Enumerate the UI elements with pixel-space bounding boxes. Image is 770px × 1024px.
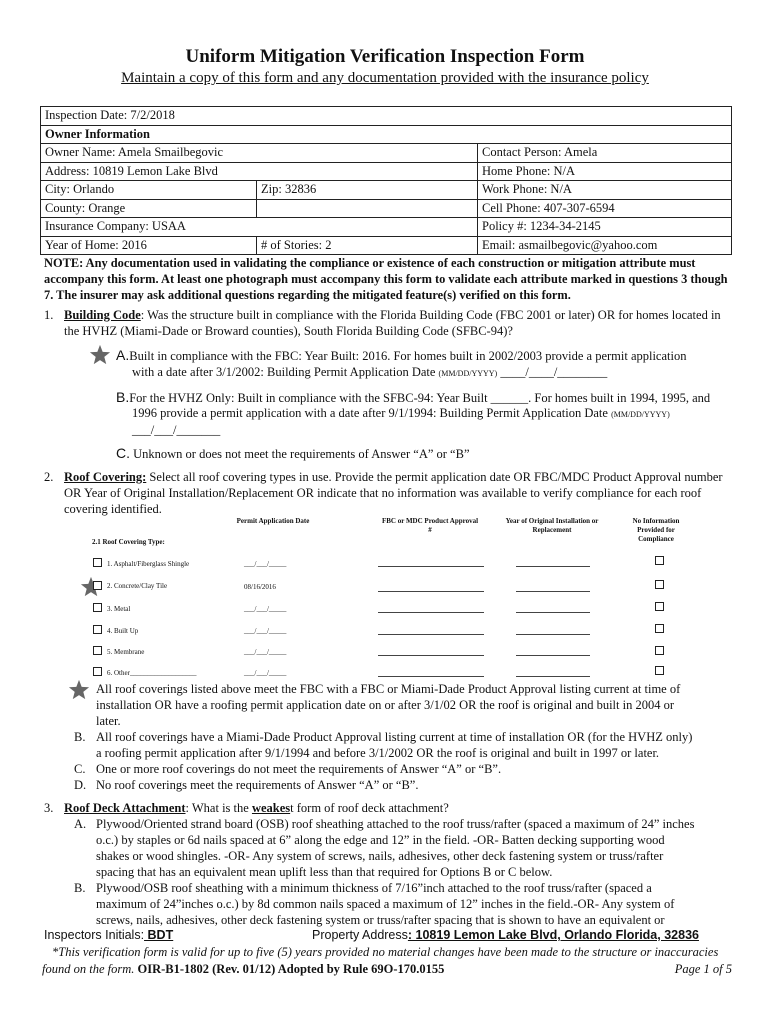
- roof-type-header: 2.1 Roof Covering Type:: [92, 538, 165, 546]
- q2-d-letter: D.: [74, 778, 87, 792]
- q2-text-line2: OR Year of Original Installation/Replacement OR indicate that no information was available to verify compliance for each roof: [64, 486, 702, 500]
- q2-b-line1[interactable]: All roof coverings have a Miami-Dade Product Approval listing current at time of installation OR (for the HVHZ only): [96, 730, 693, 744]
- note-paragraph: NOTE: Any documentation used in validating the compliance or existence of each construction or mitigation attribute must accompany this form. At least one photograph must accompany this form to validate each attribute marked in questions 3 though 7. The insurer may ask additional questions regarding the mitigated feature(s) verified on this form.: [44, 256, 728, 302]
- home-phone: Home Phone: N/A: [478, 162, 732, 181]
- page-number: Page 1 of 5: [674, 962, 732, 976]
- q2-b-line2: a roofing permit application after 9/1/1994 and before 3/1/2002 OR the roof is original and built in 1997 or later.: [96, 746, 660, 760]
- q1-a-line2-wrap: [132, 364, 607, 382]
- row6-label: 6. Other___________________: [107, 669, 197, 677]
- star-icon: [68, 679, 90, 701]
- row3-year-line[interactable]: [516, 612, 590, 613]
- q1-text1: : Was the structure built in compliance with the Florida Building Code (FBC 2001 or later) OR for homes located in: [140, 308, 721, 322]
- number-of-stories: # of Stories: 2: [257, 236, 478, 255]
- row4-noinfo-checkbox[interactable]: [655, 624, 664, 633]
- row6-year-line[interactable]: [516, 676, 590, 677]
- row3-fbc-line[interactable]: [378, 612, 484, 613]
- q3-label: Roof Deck Attachment: [64, 801, 186, 815]
- q1-a-letter: A.: [116, 347, 130, 363]
- q3-weakest-rest: t form of roof deck attachment?: [290, 801, 449, 815]
- email: Email: asmailbegovic@yahoo.com: [478, 236, 732, 255]
- q2-a-line1[interactable]: All roof coverings listed above meet the FBC with a FBC or Miami-Dade Product Approval listing current at time of: [96, 682, 681, 696]
- row1-label: 1. Asphalt/Fiberglass Shingle: [107, 560, 190, 568]
- q2-c-letter: C.: [74, 762, 86, 776]
- county: County: Orange: [41, 199, 257, 218]
- row1-checkbox[interactable]: [93, 558, 102, 567]
- owner-info-heading: Owner Information: [41, 125, 732, 144]
- empty-cell: [257, 199, 478, 218]
- row2-label: 2. Concrete/Clay Tile: [107, 582, 168, 590]
- q1-number: 1.: [44, 308, 54, 322]
- q1-text-line2: the HVHZ (Miami-Dade or Broward counties), South Florida Building Code (SFBC-94)?: [64, 324, 513, 338]
- q1-a-line1: Built in compliance with the FBC: Year Built: 2016. For homes built in 2002/2003 provide a permit application: [129, 349, 687, 363]
- q3-a-letter: A.: [74, 817, 87, 831]
- q1-option-a[interactable]: [116, 347, 686, 364]
- address: Address: 10819 Lemon Lake Blvd: [41, 162, 478, 181]
- q3-weakest-bold: weakes: [251, 801, 291, 815]
- property-address-wrap: [312, 928, 699, 942]
- row3-checkbox[interactable]: [93, 603, 102, 612]
- q1-c-letter: C.: [116, 445, 130, 461]
- q3-a-line3: shakes or wood shingles. -OR- Any system of screws, nails, adhesives, other deck fastening system or truss/rafter: [96, 849, 664, 863]
- q2-a-line3: later.: [96, 714, 121, 728]
- initials-label: Inspectors Initials:: [44, 928, 145, 942]
- q1-a-date-blank[interactable]: ____/____/________: [500, 365, 608, 379]
- col-fbc-approval: FBC or MDC Product Approval #: [381, 517, 479, 534]
- row1-year-line[interactable]: [516, 566, 590, 567]
- q3-b-letter: B.: [74, 881, 86, 895]
- row1-date[interactable]: ___/___/_____: [244, 560, 287, 568]
- contact-person: Contact Person: Amela: [478, 144, 732, 163]
- form-title: Uniform Mitigation Verification Inspection Form: [185, 46, 585, 67]
- row2-checkbox[interactable]: [93, 581, 102, 590]
- q1-a-line2: with a date after 3/1/2002: Building Permit Application Date: [132, 365, 436, 379]
- form-subtitle: Maintain a copy of this form and any documentation provided with the insurance policy: [121, 70, 649, 86]
- q3-a-line4: spacing that has an equivalent mean uplift less than that required for Options B or C below.: [96, 865, 553, 879]
- row4-label: 4. Built Up: [107, 627, 139, 635]
- row5-label: 5. Membrane: [107, 648, 145, 656]
- policy-number: Policy #: 1234-34-2145: [478, 218, 732, 237]
- insurance-company: Insurance Company: USAA: [41, 218, 478, 237]
- q2-label: Roof Covering:: [64, 470, 147, 484]
- owner-name: Owner Name: Amela Smailbegovic: [41, 144, 478, 163]
- year-of-home: Year of Home: 2016: [41, 236, 257, 255]
- q1-b-line2: 1996 provide a permit application with a date after 9/1/1994: Building Permit Application Date: [132, 406, 608, 420]
- q2-b-letter: B.: [74, 730, 86, 744]
- row6-checkbox[interactable]: [93, 667, 102, 676]
- q2-d-text[interactable]: No roof coverings meet the requirements of Answer “A” or “B”.: [96, 778, 419, 792]
- footer-disclaimer: [42, 944, 732, 978]
- col-no-information: No Information Provided for Compliance: [632, 517, 680, 543]
- row6-noinfo-checkbox[interactable]: [655, 666, 664, 675]
- q1-b-date-blank[interactable]: ___/___/_______: [132, 423, 221, 437]
- q1-b-letter: B.: [116, 389, 130, 405]
- row1-fbc-line[interactable]: [378, 566, 484, 567]
- q3-a-line1[interactable]: Plywood/Oriented strand board (OSB) roof sheathing attached to the roof truss/rafter (spaced a maximum of 24” inches: [96, 817, 695, 831]
- q3-b-line1[interactable]: Plywood/OSB roof sheathing with a minimum thickness of 7/16”inch attached to the roof truss/rafter (spaced a: [96, 881, 652, 895]
- row6-date[interactable]: ___/___/_____: [244, 669, 287, 677]
- q2-a-line2: installation OR have a roofing permit application date on or after 3/1/02 OR the roof is original and built in 2004 or: [96, 698, 674, 712]
- star-icon: [89, 344, 111, 366]
- row2-year-line[interactable]: [516, 591, 590, 592]
- footer-initials-address: [44, 928, 724, 942]
- row5-checkbox[interactable]: [93, 646, 102, 655]
- q1-a-date-format: (MM/DD/YYYY): [438, 369, 498, 378]
- q1-b-line1: For the HVHZ Only: Built in compliance with the SFBC-94: Year Built ______. For homes built in 1994, 1995, and: [129, 391, 711, 405]
- row2-fbc-line[interactable]: [378, 591, 484, 592]
- q3-b-line3: screws, nails, adhesives, other deck fastening system or truss/rafter spacing that is shown to have an equivalent or: [96, 913, 665, 927]
- col-year-installed: Year of Original Installation or Replacement: [505, 517, 599, 534]
- q2-number: 2.: [44, 470, 54, 484]
- q3-b-line2: maximum of 24”inches o.c.) by 8d common nails spaced a maximum of 12” inches in the field.-OR- Any system of: [96, 897, 675, 911]
- row4-fbc-line[interactable]: [378, 634, 484, 635]
- property-address: : 10819 Lemon Lake Blvd, Orlando Florida, 32836: [407, 928, 699, 942]
- q1-c-text: Unknown or does not meet the requirements of Answer “A” or “B”: [130, 447, 470, 461]
- owner-information-table: [40, 106, 732, 255]
- row5-date[interactable]: ___/___/_____: [244, 648, 287, 656]
- q1-option-c[interactable]: [116, 445, 470, 462]
- row3-noinfo-checkbox[interactable]: [655, 602, 664, 611]
- q2-text-line1: [64, 469, 734, 485]
- row3-label: 3. Metal: [107, 605, 131, 613]
- row5-noinfo-checkbox[interactable]: [655, 646, 664, 655]
- row5-year-line[interactable]: [516, 655, 590, 656]
- row5-fbc-line[interactable]: [378, 655, 484, 656]
- row3-date[interactable]: ___/___/_____: [244, 605, 287, 613]
- work-phone: Work Phone: N/A: [478, 181, 732, 200]
- q3-text-pre: : What is the: [185, 801, 252, 815]
- q2-text1: Select all roof covering types in use. Provide the permit application date OR FBC/MDC Product Approval number: [146, 470, 723, 484]
- row1-noinfo-checkbox[interactable]: [655, 556, 664, 565]
- city: City: Orlando: [41, 181, 257, 200]
- q1-text-line1: [64, 307, 734, 323]
- q2-text-line3: covering identified.: [64, 502, 162, 516]
- q3-a-line2: o.c.) by staples or 6d nails spaced at 6” along the edge and 12” in the field. -OR- Batten decking supporting wood: [96, 833, 665, 847]
- disclaimer-line: *This verification form is valid for up to five (5) years provided no material changes have been made to the structure or inaccuracies: [52, 945, 719, 959]
- q1-label: Building Code: [64, 308, 141, 322]
- row2-noinfo-checkbox[interactable]: [655, 580, 664, 589]
- form-id: OIR-B1-1802 (Rev. 01/12) Adopted by Rule 69O-170.0155: [134, 962, 445, 976]
- property-label: Property Address: [312, 928, 408, 942]
- footer-line2: [42, 961, 732, 978]
- cell-phone: Cell Phone: 407-307-6594: [478, 199, 732, 218]
- row4-checkbox[interactable]: [93, 625, 102, 634]
- row6-fbc-line[interactable]: [378, 676, 484, 677]
- q1-b-date-format: (MM/DD/YYYY): [611, 410, 670, 419]
- inspector-initials: BDT: [144, 928, 174, 942]
- q1-option-b[interactable]: [116, 389, 710, 406]
- row4-year-line[interactable]: [516, 634, 590, 635]
- zip: Zip: 32836: [257, 181, 478, 200]
- row4-date[interactable]: ___/___/_____: [244, 627, 287, 635]
- q3-number: 3.: [44, 801, 54, 815]
- col-permit-date: Permit Application Date: [236, 517, 310, 525]
- q3-heading: [64, 800, 449, 816]
- row2-date[interactable]: 08/16/2016: [244, 583, 276, 591]
- inspection-date: Inspection Date: 7/2/2018: [41, 107, 732, 126]
- q2-c-text[interactable]: One or more roof coverings do not meet the requirements of Answer “A” or “B”.: [96, 762, 502, 776]
- q1-b-line2-wrap: [132, 405, 670, 423]
- found-text: found on the form.: [42, 962, 135, 976]
